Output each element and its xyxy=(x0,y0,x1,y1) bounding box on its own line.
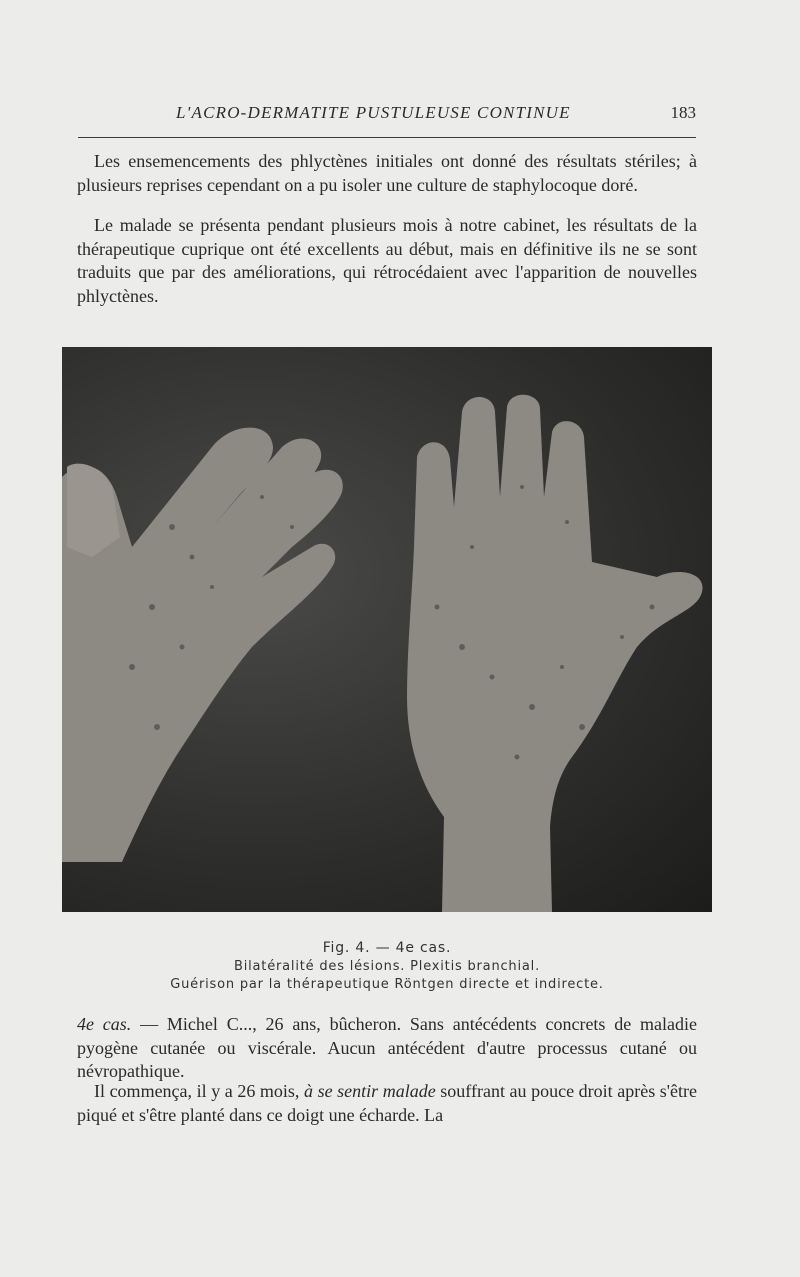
header-rule xyxy=(78,137,696,138)
figure-caption-line-2: Bilatéralité des lésions. Plexitis branchial. xyxy=(234,959,540,974)
figure-caption-title: Fig. 4. — 4e cas. xyxy=(322,940,452,956)
case-label: 4e cas. xyxy=(77,1014,132,1034)
onset-text-end: souffrant au pouce droit après s'être piqué et s'être planté dans ce doigt une écharde. La xyxy=(77,1081,697,1125)
paragraph-1: Les ensemencements des phlyctènes initiales ont donné des résultats stériles; à plusieurs reprises cependant on a pu isoler une culture de staphylocoque doré. xyxy=(77,151,697,195)
figure-photograph xyxy=(62,347,712,912)
right-hand-illustration xyxy=(407,395,703,912)
running-title: L'ACRO-DERMATITE PUSTULEUSE CONTINUE xyxy=(176,103,571,122)
onset-paragraph xyxy=(77,1080,697,1127)
hands-photo-drawing xyxy=(62,347,712,912)
page-number: 183 xyxy=(670,103,696,122)
figure-caption-line-3: Guérison par la thérapeutique Röntgen directe et indirecte. xyxy=(170,977,604,992)
left-hand-illustration xyxy=(62,428,343,862)
onset-text-italic: à se sentir malade xyxy=(304,1081,436,1101)
case-text: — Michel C..., 26 ans, bûcheron. Sans antécédents concrets de maladie pyogène cutanée ou viscérale. Aucun antécédent d'autre processus cutané ou névropathique. xyxy=(77,1014,698,1081)
onset-text-start: Il commença, il y a 26 mois, xyxy=(94,1081,304,1101)
running-head xyxy=(78,103,696,131)
case-paragraph xyxy=(77,1013,697,1084)
paragraph-2: Le malade se présenta pendant plusieurs mois à notre cabinet, les résultats de la thérapeutique cuprique ont été excellents au début, mais en définitive ils ne se sont traduits que par des améliorations, qui rétrocédaient avec l'apparition de nouvelles phlyctènes. xyxy=(77,215,697,306)
